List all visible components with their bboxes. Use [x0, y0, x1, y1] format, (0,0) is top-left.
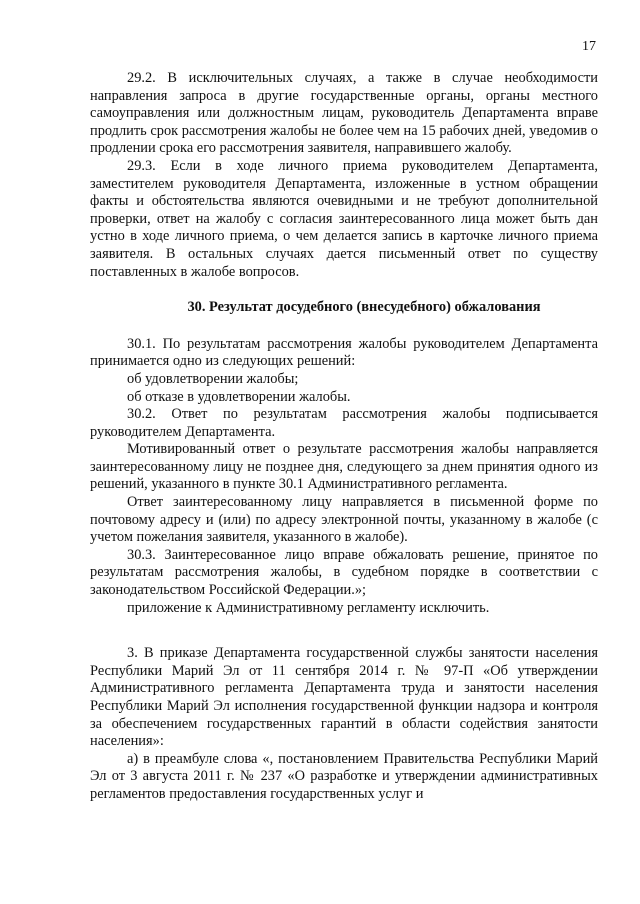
section-title: 30. Результат досудебного (внесудебного) обжалования	[187, 299, 541, 316]
paragraph-answer-form: Ответ заинтересованному лицу направляется в письменной форме по почтовому адресу и (или) по адресу электронной почты, указанному в жалобе (с учетом пожелания заявителя, указанного в жалобе).	[90, 494, 598, 546]
paragraph-appendix-removal: приложение к Административному регламенту исключить.	[127, 599, 490, 616]
document-body	[90, 70, 598, 804]
paragraph-3: 3. В приказе Департамента государственной службы занятости населения Республики Марий Эл от 11 сентября 2014 г. № 97-П «Об утверждении Административного регламента Департамента труда и занятости населения Республики Марий Эл исполнения государственной функции надзора и контроля за обеспечением государственных гарантий в области содействия занятости населения»:	[90, 645, 598, 750]
page-number: 17	[582, 39, 596, 54]
paragraph-29-2: 29.2. В исключительных случаях, а также в случае необходимости направления запроса в другие государственные органы, органы местного самоуправления или должностным лицам, руководитель Департамента вправе продлить срок рассмотрения жалобы не более чем на 15 рабочих дней, уведомив о продлении срока его рассмотрения заявителя, направившего жалобу.	[90, 70, 598, 157]
decision-option-reject: об отказе в удовлетворении жалобы.	[127, 388, 351, 405]
paragraph-29-3: 29.3. Если в ходе личного приема руководителем Департамента, заместителем руководителя Департамента, изложенные в устном обращении факты и обстоятельства являются очевидными и не требуют дополнительной проверки, ответ на жалобу с согласия заинтересованного лица может быть дан устно в ходе личного приема, о чем делается запись в карточке личного приема заявителя. В остальных случаях дается письменный ответ по существу поставленных в жалобе вопросов.	[90, 157, 598, 280]
paragraph-30-1: 30.1. По результатам рассмотрения жалобы руководителем Департамента принимается одно из следующих решений:	[90, 335, 598, 370]
spacer	[90, 617, 598, 645]
paragraph-30-3: 30.3. Заинтересованное лицо вправе обжаловать решение, принятое по результатам рассмотрения жалобы, в судебном порядке в соответствии с законодательством Российской Федерации.»;	[90, 546, 598, 599]
spacer	[90, 281, 598, 299]
spacer	[90, 317, 598, 336]
paragraph-30-2: 30.2. Ответ по результатам рассмотрения жалобы подписывается руководителем Департамента.	[90, 406, 598, 440]
paragraph-motivated-answer: Мотивированный ответ о результате рассмотрения жалобы направляется заинтересованному лицу не позднее дня, следующего за днем принятия одного из решений, указанного в пункте 30.1 Административного регламента.	[90, 441, 598, 493]
decision-option-approve: об удовлетворении жалобы;	[127, 370, 299, 387]
paragraph-3-a: а) в преамбуле слова «, постановлением Правительства Республики Марий Эл от 3 августа 2011 г. № 237 «О разработке и утверждении административных регламентов предоставления государственных услуг и	[90, 750, 598, 802]
